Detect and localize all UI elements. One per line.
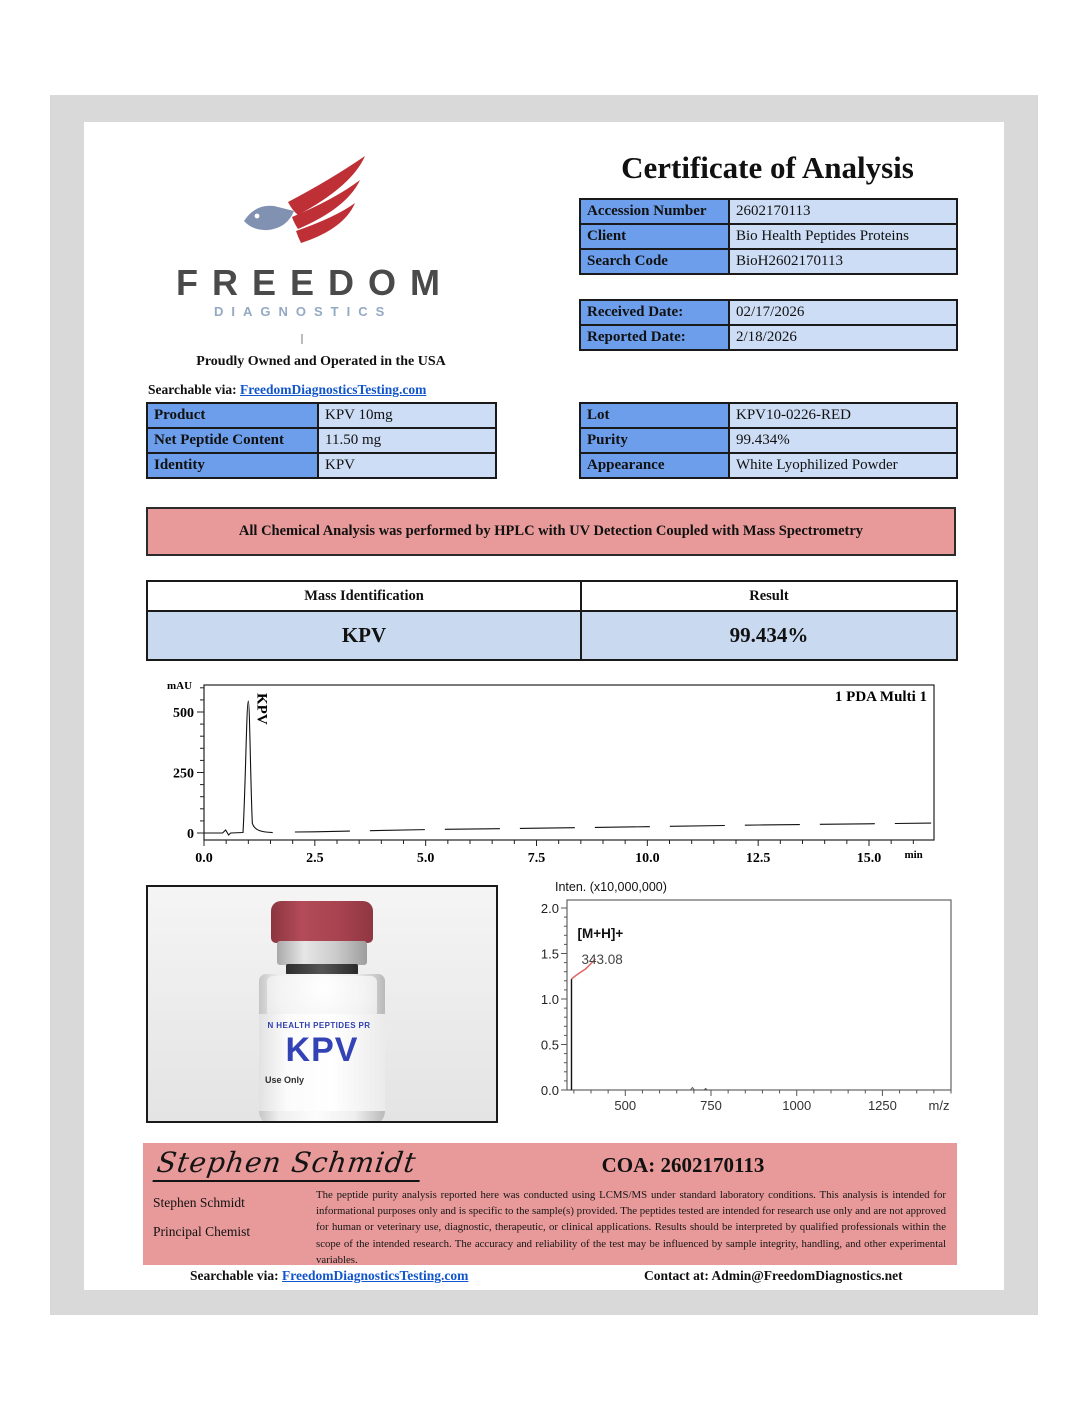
svg-text:[M+H]+: [M+H]+ (577, 925, 624, 941)
dates-table (579, 299, 958, 351)
info-label: Accession Number (580, 199, 729, 224)
svg-text:min: min (904, 849, 923, 861)
svg-text:1.5: 1.5 (540, 946, 559, 962)
svg-text:Inten. (x10,000,000): Inten. (x10,000,000) (555, 880, 667, 894)
usa-tagline: Proudly Owned and Operated in the USA (196, 354, 446, 369)
analysis-method-banner (146, 507, 956, 556)
svg-text:2.0: 2.0 (540, 901, 559, 916)
mass-identification-table (146, 580, 958, 661)
mass-table-identity: KPV (147, 611, 581, 660)
date-value: 2/18/2026 (729, 325, 957, 350)
svg-text:5.0: 5.0 (416, 851, 435, 866)
freedom-testing-link-footer[interactable]: FreedomDiagnosticsTesting.com (282, 1268, 469, 1283)
svg-text:2.5: 2.5 (306, 851, 324, 866)
footer-contact: Contact at: Admin@FreedomDiagnostics.net (644, 1268, 903, 1283)
searchable-line-top (148, 382, 426, 398)
svg-text:15.0: 15.0 (856, 851, 882, 866)
product-value: 11.50 mg (318, 428, 496, 453)
brand-name: FREEDOM (176, 262, 454, 303)
svg-text:7.5: 7.5 (527, 851, 546, 866)
searchable-label: Searchable via: (148, 382, 237, 397)
info-label: Client (580, 224, 729, 249)
chemist-name: Stephen Schmidt (153, 1195, 245, 1210)
freedom-testing-link-top[interactable]: FreedomDiagnosticsTesting.com (240, 382, 427, 397)
date-label: Received Date: (580, 300, 729, 325)
eagle-flag-icon (232, 152, 377, 264)
svg-text:1250: 1250 (867, 1098, 897, 1113)
product-label: Product (147, 403, 318, 428)
info-value: Bio Health Peptides Proteins (729, 224, 957, 249)
logo-divider (301, 334, 303, 344)
signature-block (143, 1143, 957, 1265)
svg-text:500: 500 (614, 1098, 637, 1113)
svg-text:500: 500 (173, 706, 194, 721)
vial-body (259, 974, 385, 1123)
svg-text:0: 0 (187, 827, 194, 842)
info-value: BioH2602170113 (729, 249, 957, 274)
date-label: Reported Date: (580, 325, 729, 350)
footer-searchable-label: Searchable via: (190, 1268, 279, 1283)
info-label: Search Code (580, 249, 729, 274)
svg-text:1000: 1000 (782, 1098, 812, 1113)
brand-subname: DIAGNOSTICS (214, 304, 393, 319)
svg-text:12.5: 12.5 (745, 851, 771, 866)
freedom-logo (232, 152, 377, 264)
vial-crimp (277, 941, 367, 965)
footer-searchable-line (190, 1268, 468, 1284)
chemist-role: Principal Chemist (153, 1224, 251, 1239)
mass-table-header: Mass Identification (147, 581, 581, 611)
svg-text:10.0: 10.0 (635, 851, 660, 866)
svg-text:1 PDA Multi 1: 1 PDA Multi 1 (834, 689, 927, 705)
vial-label (259, 1014, 385, 1111)
product-vial (257, 901, 387, 1123)
vial-label-use: Use Only (265, 1075, 305, 1085)
hplc-chromatogram-svg (149, 675, 959, 880)
vial-cap (271, 901, 373, 943)
svg-text:750: 750 (700, 1098, 722, 1113)
page-title: Certificate of Analysis (621, 150, 914, 185)
lot-label: Lot (580, 403, 729, 428)
lot-label: Appearance (580, 453, 729, 478)
vial-photo-box (146, 885, 498, 1123)
vial-powder (267, 976, 377, 1018)
svg-text:KPV: KPV (253, 693, 270, 725)
svg-text:250: 250 (173, 766, 194, 782)
mass-table-header: Result (581, 581, 957, 611)
svg-text:1.0: 1.0 (540, 992, 559, 1007)
svg-text:0.0: 0.0 (195, 851, 213, 866)
svg-text:m/z: m/z (928, 1098, 950, 1113)
product-label: Identity (147, 453, 318, 478)
svg-text:0.5: 0.5 (540, 1037, 559, 1053)
lot-value: KPV10-0226-RED (729, 403, 957, 428)
coa-number: COA: 2602170113 (601, 1153, 765, 1177)
vial-label-product: KPV (285, 1031, 359, 1069)
svg-text:343.08: 343.08 (581, 951, 623, 967)
analysis-method-text: All Chemical Analysis was performed by HPLC with UV Detection Coupled with Mass Spectrometry (238, 523, 864, 539)
product-table (146, 402, 497, 479)
date-value: 02/17/2026 (729, 300, 957, 325)
disclaimer-text: The peptide purity analysis reported here was conducted using LCMS/MS under standard laboratory conditions. This analysis is intended for informational purposes only and is specific to the sample(s) provided. The peptides tested are intended for research use only and are not approved for human or veterinary use, diagnostic, therapeutic, or clinical applications. Results should be interpreted by qualified professionals within the scope of the intended research. The accuracy and reliability of the test may be influenced by sample integrity, handling, and other experimental variables. (316, 1189, 946, 1266)
product-label: Net Peptide Content (147, 428, 318, 453)
mass-table-result: 99.434% (581, 611, 957, 660)
lot-value: White Lyophilized Powder (729, 453, 957, 478)
accession-info-table (579, 198, 958, 275)
signature-script: Stephen Schmidt (155, 1146, 422, 1182)
svg-text:mAU: mAU (167, 680, 193, 692)
lot-label: Purity (580, 428, 729, 453)
product-value: KPV 10mg (318, 403, 496, 428)
lot-table (579, 402, 958, 479)
svg-text:0.0: 0.0 (540, 1083, 559, 1098)
vial-label-brand: N HEALTH PEPTIDES PR (267, 1021, 371, 1030)
info-value: 2602170113 (729, 199, 957, 224)
mass-spectrum-svg (519, 875, 964, 1140)
product-value: KPV (318, 453, 496, 478)
lot-value: 99.434% (729, 428, 957, 453)
document-sheet (84, 122, 1004, 1290)
